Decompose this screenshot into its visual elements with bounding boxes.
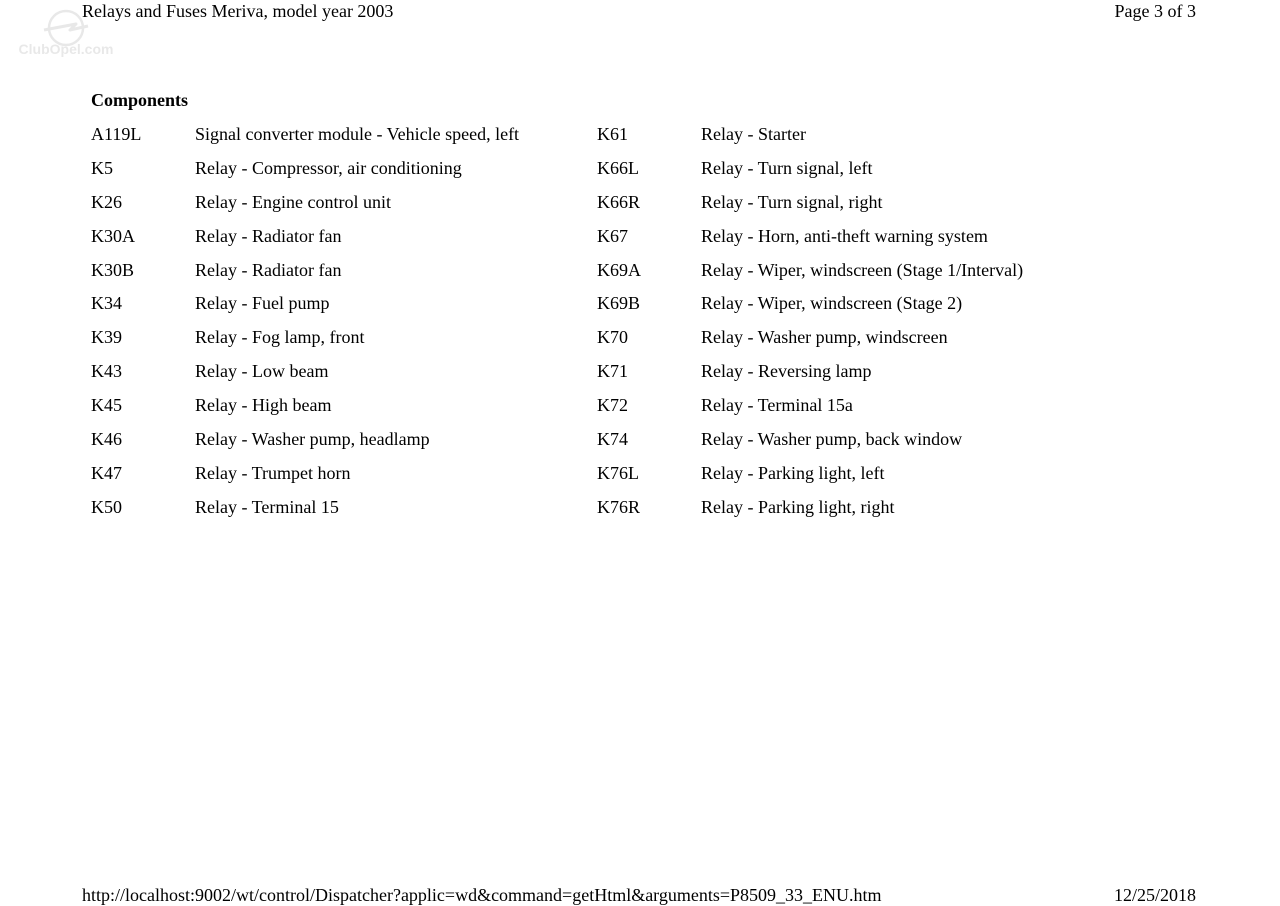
page-number: Page 3 of 3: [1114, 1, 1196, 21]
component-code: K46: [91, 429, 122, 450]
component-description: Relay - Fuel pump: [195, 293, 330, 314]
component-code: K45: [91, 395, 122, 416]
document-title: Relays and Fuses Meriva, model year 2003: [82, 1, 394, 21]
component-code: K74: [597, 429, 628, 450]
component-description: Relay - Wiper, windscreen (Stage 1/Interval): [701, 259, 1024, 280]
component-description: Relay - Reversing lamp: [701, 361, 872, 382]
component-description: Signal converter module - Vehicle speed, left: [195, 124, 520, 144]
component-code: A119L: [91, 124, 142, 144]
svg-text:ClubOpel.com: ClubOpel.com: [18, 41, 114, 57]
component-description: Relay - Low beam: [195, 361, 329, 382]
component-code: K34: [91, 293, 122, 314]
component-description: Relay - Washer pump, back window: [701, 429, 963, 450]
component-code: K69A: [597, 259, 641, 280]
component-code: K66L: [597, 157, 639, 178]
component-description: Relay - Parking light, right: [701, 496, 895, 517]
component-description: Relay - Washer pump, windscreen: [701, 327, 948, 348]
print-date: 12/25/2018: [1113, 885, 1196, 905]
component-description: Relay - Wiper, windscreen (Stage 2): [701, 293, 963, 314]
component-description: Relay - Terminal 15: [195, 496, 339, 517]
component-description: Relay - Washer pump, headlamp: [195, 429, 430, 450]
component-code: K50: [91, 496, 122, 517]
component-description: Relay - Engine control unit: [195, 191, 391, 212]
component-code: K30B: [91, 259, 135, 280]
component-code: K71: [597, 361, 628, 382]
component-description: Relay - Fog lamp, front: [195, 327, 365, 348]
component-description: Relay - High beam: [195, 395, 332, 416]
component-code: K43: [91, 361, 122, 382]
component-description: Relay - Terminal 15a: [701, 395, 853, 416]
component-code: K47: [91, 462, 122, 483]
component-description: Relay - Horn, anti-theft warning system: [701, 225, 988, 246]
component-description: Relay - Radiator fan: [195, 225, 342, 246]
section-heading: Components: [91, 90, 189, 110]
component-code: K67: [597, 225, 628, 246]
component-description: Relay - Compressor, air conditioning: [195, 157, 462, 178]
component-code: K5: [91, 157, 113, 178]
component-description: Relay - Trumpet horn: [195, 462, 351, 483]
component-description: Relay - Parking light, left: [701, 462, 885, 483]
component-code: K39: [91, 327, 122, 348]
component-code: K72: [597, 395, 628, 416]
component-code: K61: [597, 124, 628, 144]
component-code: K70: [597, 327, 628, 348]
component-code: K66R: [597, 191, 641, 212]
source-url: http://localhost:9002/wt/control/Dispatcher?applic=wd&command=getHtml&arguments=P8509_33_ENU.htm: [82, 885, 882, 905]
component-code: K69B: [597, 293, 641, 314]
component-description: Relay - Radiator fan: [195, 259, 342, 280]
component-code: K30A: [91, 225, 135, 246]
component-code: K76R: [597, 496, 641, 517]
component-code: K76L: [597, 462, 639, 483]
component-description: Relay - Turn signal, right: [701, 191, 883, 212]
component-description: Relay - Starter: [701, 124, 806, 144]
component-description: Relay - Turn signal, left: [701, 157, 873, 178]
component-code: K26: [91, 191, 122, 212]
